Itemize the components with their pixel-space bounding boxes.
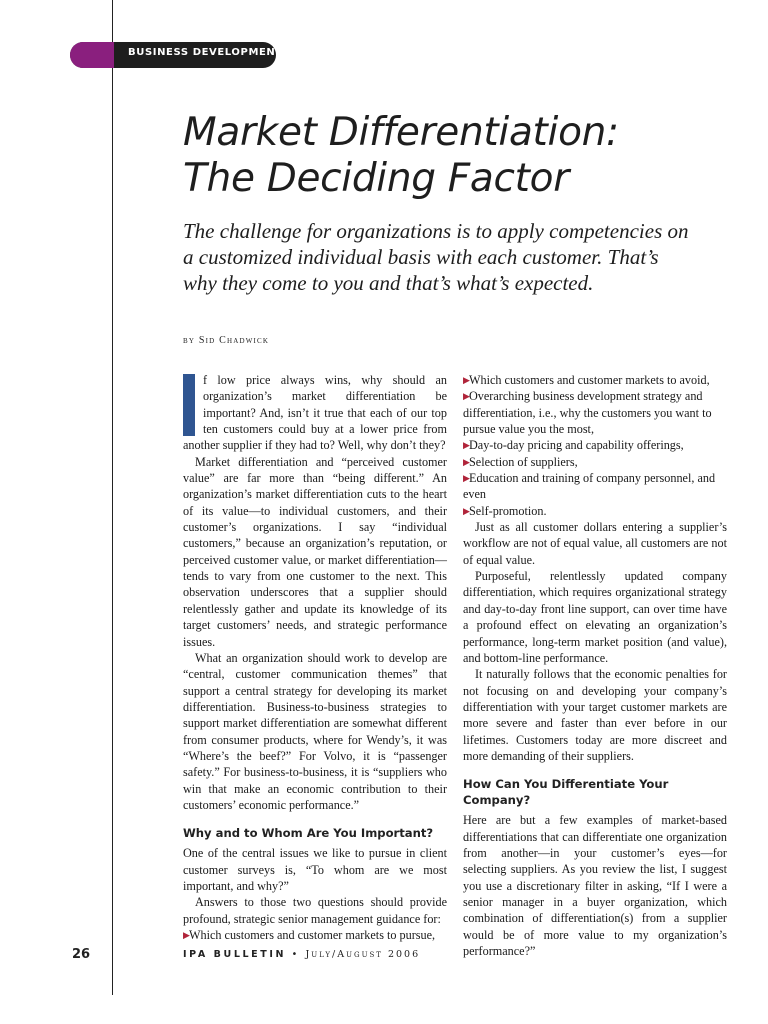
bullet-item: ▶Education and training of company personnel, and even xyxy=(463,471,716,502)
footer-separator: • xyxy=(291,949,300,960)
bullet-triangle-icon: ▶ xyxy=(463,456,470,467)
issue-date: July/August 2006 xyxy=(305,949,421,960)
intro-paragraph: f low price always wins, why should an organization’s market differentiation be important? And, isn’t it true that each of our top ten customers could buy at a lower price from another supplier if they had to? Well, why don’t they? xyxy=(183,373,447,453)
deck-line-3: why they come to you and that’s what’s expected. xyxy=(183,271,594,295)
article-title-line-2: The Deciding Factor xyxy=(183,156,569,201)
bullet-triangle-icon: ▶ xyxy=(463,440,470,451)
deck-line-1: The challenge for organizations is to apply competencies on xyxy=(183,219,689,243)
bullet-triangle-icon: ▶ xyxy=(463,473,470,484)
bullet-item: ▶Day-to-day pricing and capability offerings, xyxy=(463,438,684,453)
paragraph: Purposeful, relentlessly updated company differentiation, which requires organizational strategy and day-to-day front line support, can over time have a profound effect on elevating an organization’s performance, long-term market position (and value), and bottom-line performance. xyxy=(463,569,727,665)
deck-line-2: a customized individual basis with each customer. That’s xyxy=(183,245,659,269)
article-title-line-1: Market Differentiation: xyxy=(183,110,619,155)
margin-rule xyxy=(112,0,113,995)
section-tab-accent xyxy=(70,42,114,68)
bullet-item: ▶Self-promotion. xyxy=(463,503,547,518)
paragraph: Just as all customer dollars entering a supplier’s workflow are not of equal value, all customers are not of equal value. xyxy=(463,520,727,567)
paragraph: What an organization should work to develop are “central, customer communication themes” that support a central strategy for developing its market differentiation. Business-to-business strategies to support market differentiation are somewhat different from consumer products, where for Wendy’s, it was “Where’s the beef?” For Volvo, it is “passenger safety.” For business-to-business, it is “suppliers who win that make an economic contribution to their customers’ economic performance.” xyxy=(183,650,447,812)
article-deck xyxy=(183,218,743,296)
paragraph: Answers to those two questions should provide profound, strategic senior management guidance for: xyxy=(183,895,447,926)
bullet-triangle-icon: ▶ xyxy=(183,930,190,940)
bullet-triangle-icon: ▶ xyxy=(463,505,470,516)
paragraph: Here are but a few examples of market-based differentiations that can differentiate one organization from another—in your customer’s eyes—for selecting suppliers. As you review the list, I suggest you use a discretionary filter in asking, “If I were a senior manager in a buyer organization, which combination of differentiation(s) from a supplier would be of more value to my organization’s performance?” xyxy=(463,813,727,958)
running-footer xyxy=(183,949,420,960)
paragraph: Market differentiation and “perceived customer value” are far more than “being different.” An organization’s market differentiation cuts to the heart of its value—to individual customers, and their customer’s organizations. I say “individual customers,” because an organization’s reputation, or perceived customer value, or market differentiation—tends to vary from one customer to the next. This observation underscores that a supplier should relentlessly gather and update its knowledge of its target customers’ needs, and strategic performance issues. xyxy=(183,454,447,649)
right-column xyxy=(463,372,727,959)
left-column xyxy=(183,372,447,943)
section-heading: How Can You Differentiate Your Company? xyxy=(463,777,669,808)
bullet-item: ▶Which customers and customer markets to pursue, xyxy=(183,928,436,942)
drop-cap xyxy=(183,374,198,436)
byline: by Sid Chadwick xyxy=(183,335,270,346)
bullet-triangle-icon: ▶ xyxy=(463,391,470,402)
publication-name: IPA BULLETIN xyxy=(183,949,287,960)
page-number: 26 xyxy=(72,947,91,962)
section-tab-label: BUSINESS DEVELOPMENT xyxy=(128,47,283,58)
paragraph: One of the central issues we like to pursue in client customer surveys is, “To whom are we most important, and why?” xyxy=(183,846,447,893)
bullet-item: ▶Which customers and customer markets to avoid, xyxy=(463,373,710,387)
section-heading: Why and to Whom Are You Important? xyxy=(183,826,434,841)
bullet-triangle-icon: ▶ xyxy=(463,375,470,385)
bullet-item: ▶Overarching business development strategy and differentiation, i.e., why the customers you want to pursue value you the most, xyxy=(463,389,712,437)
paragraph: It naturally follows that the economic penalties for not focusing on and developing your company’s differentiation with your target customer markets are more severe and faster than ever before in our lifetimes. Customers today are more discreet and more demanding of their suppliers. xyxy=(463,667,727,763)
bullet-item: ▶Selection of suppliers, xyxy=(463,454,578,469)
drop-cap-bar xyxy=(183,374,195,436)
article-title xyxy=(183,110,743,202)
